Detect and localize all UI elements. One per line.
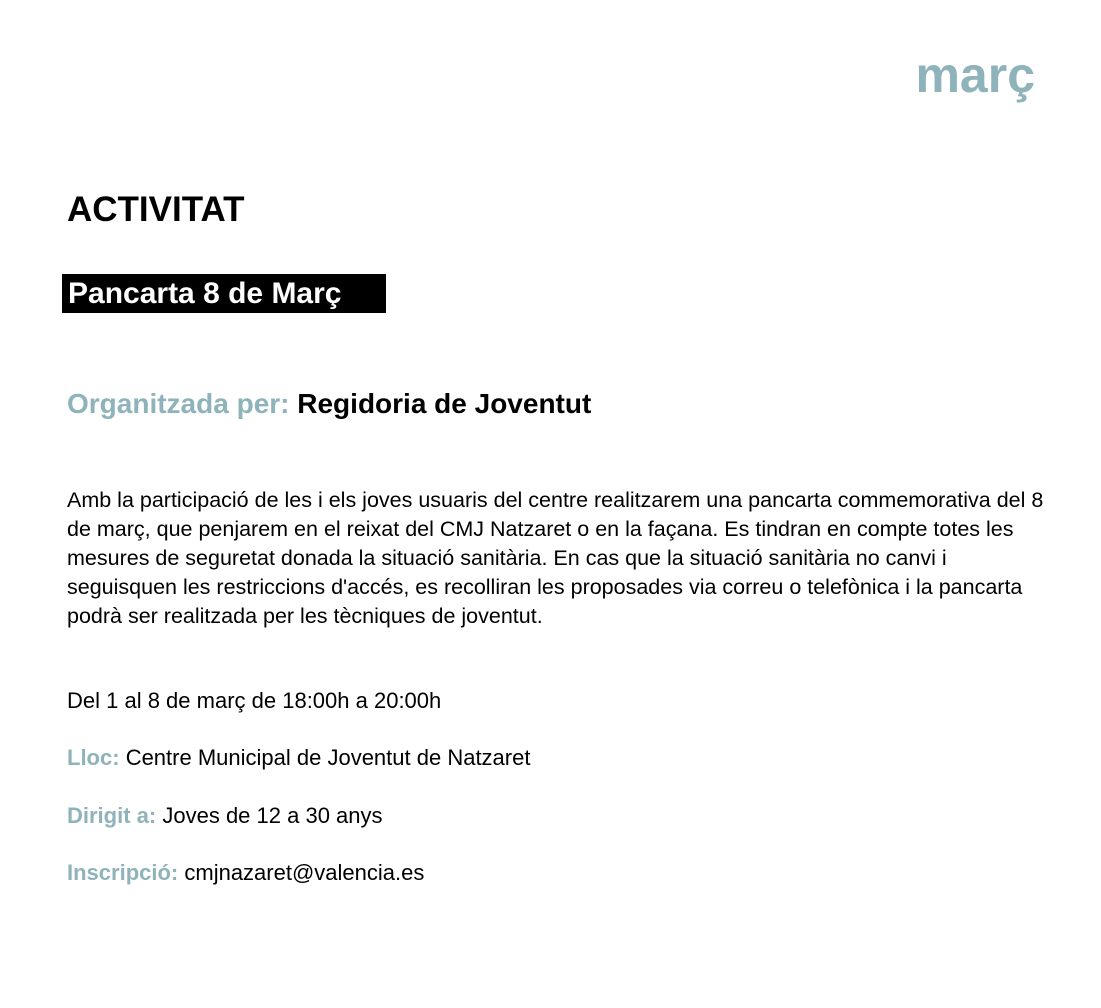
organizer-label: Organitzada per: <box>67 388 290 419</box>
signup-email[interactable]: cmjnazaret@valencia.es <box>184 860 425 885</box>
audience-value: Joves de 12 a 30 anys <box>162 803 383 828</box>
audience-line <box>67 803 383 829</box>
signup-label: Inscripció: <box>67 860 179 885</box>
organizer-value: Regidoria de Joventut <box>297 388 592 419</box>
place-label: Lloc: <box>67 745 120 770</box>
place-line <box>67 745 530 771</box>
organizer-line <box>67 389 591 420</box>
signup-line <box>67 860 424 886</box>
month-title: març <box>915 47 1035 103</box>
schedule-text: Del 1 al 8 de març de 18:00h a 20:00h <box>67 688 442 713</box>
activity-title: Pancarta 8 de Març <box>62 274 386 313</box>
place-value: Centre Municipal de Joventut de Natzaret <box>125 745 531 770</box>
audience-label: Dirigit a: <box>67 803 157 828</box>
section-heading: ACTIVITAT <box>67 190 245 229</box>
activity-description: Amb la participació de les i els joves usuaris del centre realitzarem una pancarta commemorativa del 8 de març, que penjarem en el reixat del CMJ Natzaret o en la façana. Es tindran en compte totes les mesures de seguretat donada la situació sanitària. En cas que la situació sanitària no canvi i seguisquen les restriccions d'accés, es recolliran les proposades via correu o telefònica i la pancarta podrà ser realitzada per les tècniques de joventut. <box>67 488 1044 628</box>
